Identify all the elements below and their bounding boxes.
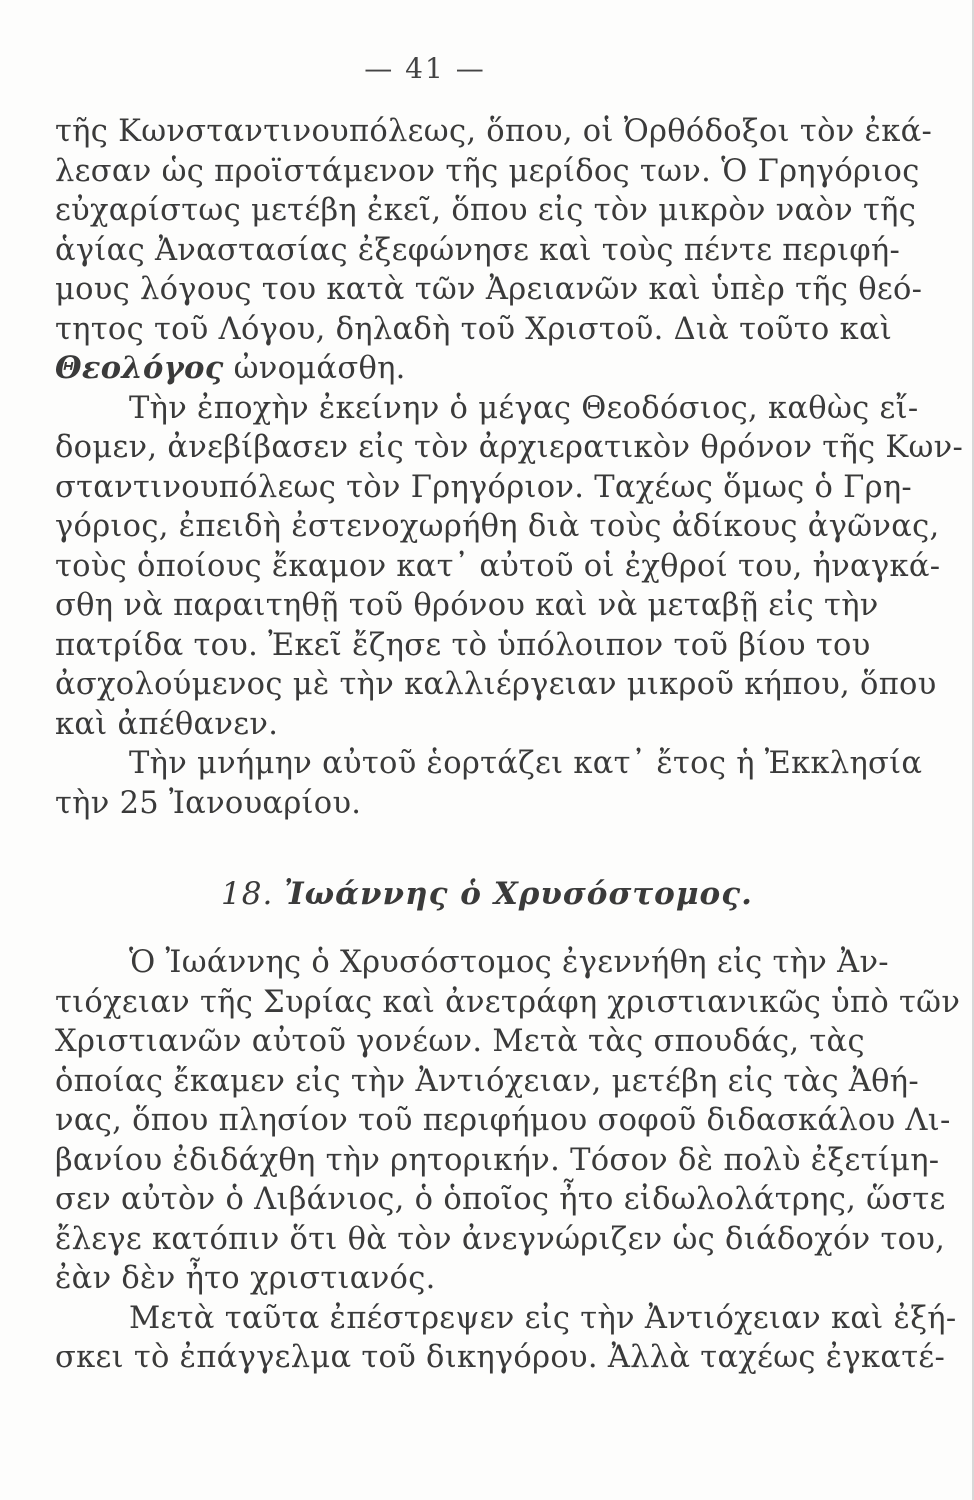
page-number: — 41 — [364,52,486,85]
text-line: ἀσχολούμενος μὲ τὴν καλλιέργειαν μικροῦ κήπου, ὅπου [55,667,937,702]
text-line: σκει τὸ ἐπάγγελμα τοῦ δικηγόρου. Ἀλλὰ ταχέως ἐγκατέ- [55,1340,946,1375]
text-line [55,349,815,389]
text-line: σταντινουπόλεως τὸν Γρηγόριον. Ταχέως ὅμως ὁ Γρη- [55,469,913,505]
paragraph-3 [55,744,923,823]
text-line: σεν αὐτὸν ὁ Λιβάνιος, ὁ ὁποῖος ἦτο εἰδωλολάτρης, ὥστε [55,1182,946,1217]
section-heading [55,855,815,933]
section-number: 18. [221,876,274,912]
text-line: Χριστιανῶν αὐτοῦ γονέων. Μετὰ τὰς σπουδάς, τὰς [55,1024,865,1059]
text-line: δομεν, ἀνεβίβασεν εἰς τὸν ἀρχιερατικὸν θρόνον τῆς Κων- [55,430,964,465]
text-line: λεσαν ὡς προϊστάμενον τῆς μερίδος των. Ὁ Γρηγόριος [55,153,920,189]
paragraph-5 [55,1299,957,1378]
paragraph-1 [55,112,933,389]
paragraph-2 [55,389,964,745]
text-line: τιόχειαν τῆς Συρίας καὶ ἀνετράφη χριστιανικῶς ὑπὸ τῶν [55,984,961,1020]
text-line: βανίου ἐδιδάχθη τὴν ρητορικήν. Τόσον δὲ πολὺ ἐξετίμη- [55,1142,940,1178]
text-line: Μετὰ ταῦτα ἐπέστρεψεν εἰς τὴν Ἀντιόχειαν καὶ ἐξή- [129,1300,957,1336]
text-line: γόριος, ἐπειδὴ ἐστενοχωρήθη διὰ τοὺς ἀδίκους ἀγῶνας, [55,509,940,544]
section-title: Ἰωάννης ὁ Χρυσόστομος. [284,876,753,912]
emphasized-term: Θεολόγος [55,350,224,386]
text-fragment: ὠνομάσθη. [223,351,406,386]
text-line: ἔλεγε κατόπιν ὅτι θὰ τὸν ἀνεγνώριζεν ὡς διάδοχόν του, [55,1221,946,1257]
text-line: ὁποίας ἔκαμεν εἰς τὴν Ἀντιόχειαν, μετέβη εἰς τὰς Ἀθή- [55,1063,919,1099]
text-line: πατρίδα του. Ἐκεῖ ἔζησε τὸ ὑπόλοιπον τοῦ βίου του [55,627,871,663]
text-line: μους λόγους του κατὰ τῶν Ἀρειανῶν καὶ ὑπὲρ τῆς θεό- [55,272,923,307]
text-line: τητος τοῦ Λόγου, δηλαδὴ τοῦ Χριστοῦ. Διὰ τοῦτο καὶ [55,311,893,347]
text-line: εὐχαρίστως μετέβη ἐκεῖ, ὅπου εἰς τὸν μικρὸν ναὸν τῆς [55,193,917,228]
text-line: Ὁ Ἰωάννης ὁ Χρυσόστομος ἐγεννήθη εἰς τὴν Ἀν- [129,945,889,980]
text-line: νας, ὅπου πλησίον τοῦ περιφήμου σοφοῦ διδασκάλου Λι- [55,1103,951,1138]
text-line: Τὴν μνήμην αὐτοῦ ἑορτάζει κατ᾿ ἔτος ἡ Ἐκκλησία [129,746,923,781]
text-line: σθη νὰ παραιτηθῇ τοῦ θρόνου καὶ νὰ μεταβῇ εἰς τὴν [55,588,879,623]
text-line: τοὺς ὁποίους ἔκαμον κατ᾿ αὐτοῦ οἱ ἐχθροί του, ἠναγκά- [55,548,941,584]
text-line: τὴν 25 Ἰανουαρίου. [55,785,362,821]
text-line: ἐὰν δὲν ἦτο χριστιανός. [55,1261,436,1296]
text-line: ἁγίας Ἀναστασίας ἐξεφώνησε καὶ τοὺς πέντε περιφή- [55,232,901,268]
text-line: καὶ ἀπέθανεν. [55,706,279,742]
body-text [55,112,964,1378]
text-line: τῆς Κωνσταντινουπόλεως, ὅπου, οἱ Ὀρθόδοξοι τὸν ἐκά- [55,114,933,149]
paragraph-4 [55,943,961,1299]
text-line: Τὴν ἐποχὴν ἐκείνην ὁ μέγας Θεοδόσιος, καθὼς εἴ- [129,390,919,426]
